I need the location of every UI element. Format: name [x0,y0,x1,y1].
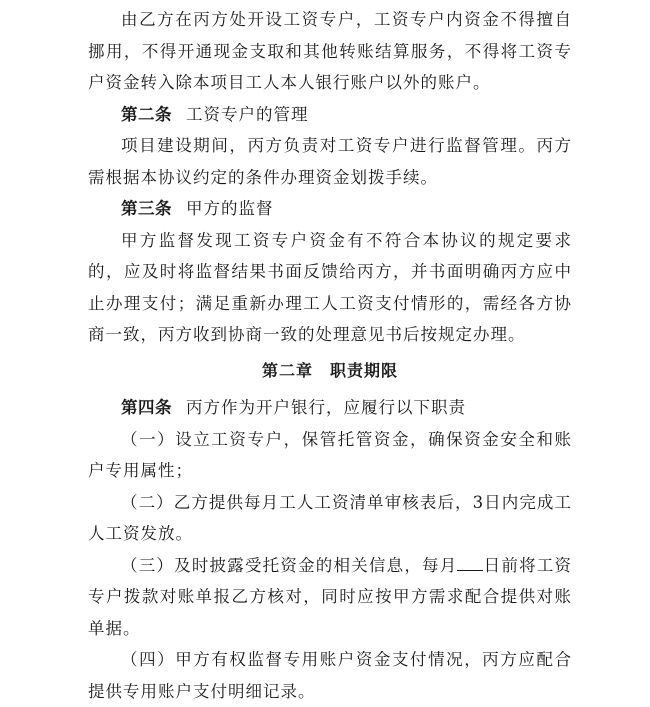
article-3-body: 甲方监督发现工资专户资金有不符合本协议的规定要求的，应及时将监督结果书面反馈给丙方，并书面明确丙方应中止办理支付；满足重新办理工人工资支付情形的，需经各方协商一致，丙方收到协商一致的处理意见书后按规定办理。 [88,230,572,344]
article-4-heading [88,392,572,424]
article-2-body: 项目建设期间，丙方负责对工资专户进行监督管理。丙方需根据本协议约定的条件办理资金划拨手续。 [88,136,572,187]
article-4-number: 第四条 [121,398,172,417]
article-3-title: 甲方的监督 [186,199,274,218]
article-2-heading [88,99,572,131]
article-4-item-3 [88,550,572,645]
article-4-item-1: （一）设立工资专户，保管托管资金，确保资金安全和账户专用属性； [88,429,572,480]
article-4-title: 丙方作为开户银行，应履行以下职责 [186,398,466,417]
article-3-number: 第三条 [121,199,172,218]
chapter-2-heading: 第二章 职责期限 [261,360,398,380]
article-4-item-3-part-a: （三）及时披露受托资金的相关信息，每月 [121,555,458,575]
article-2-title: 工资专户的管理 [186,104,309,124]
article-2-number: 第二条 [121,104,172,124]
fill-in-blank [457,556,483,571]
document-page [88,4,572,707]
article-4-item-2: （二）乙方提供每月工人工资清单审核表后，3日内完成工人工资发放。 [88,492,572,543]
article-4-item-4: （四）甲方有权监督专用账户资金支付情况，丙方应配合提供专用账户支付明细记录。 [88,650,572,701]
paragraph-article1-continuation: 由乙方在丙方处开设工资专户，工资专户内资金不得擅自挪用，不得开通现金支取和其他转账结算服务，不得将工资专户资金转入除本项目工人本人银行账户以外的账户。 [88,10,572,92]
article-3-heading [88,193,572,225]
article-4-item-3-part-b: 日前将工资专户拨款对账单报乙方核对，同时应按甲方需求配合提供对账单据。 [88,555,573,638]
